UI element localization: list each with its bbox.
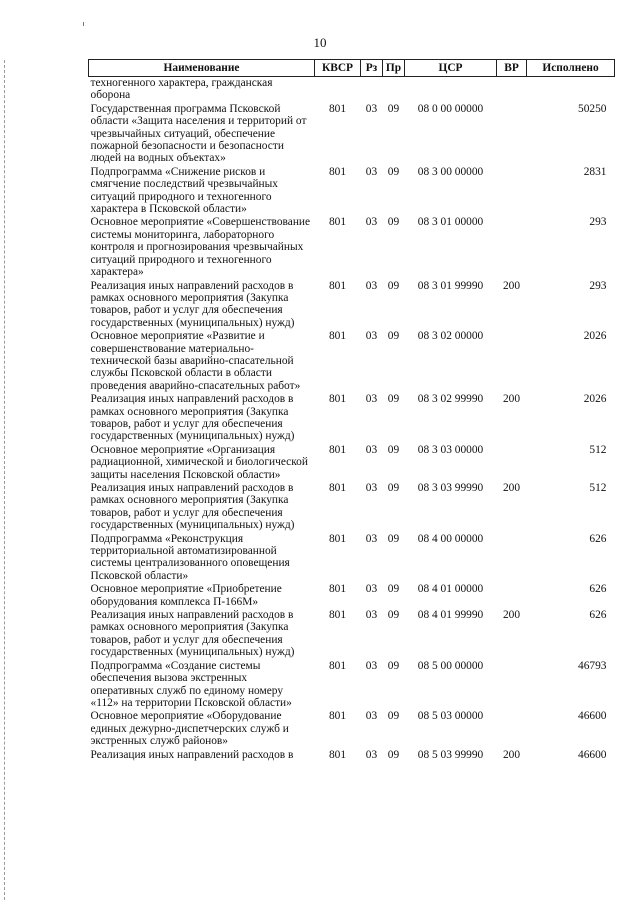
- header-name: Наименование: [89, 60, 315, 77]
- row-pr: 09: [387, 102, 400, 115]
- page-number: 10: [313, 35, 327, 50]
- row-kvsr: 801: [328, 659, 347, 672]
- row-pr: 09: [387, 393, 400, 406]
- row-rz: 03: [365, 583, 378, 596]
- table-row: [89, 280, 615, 331]
- row-name: Основное мероприятие «Организация радиационной, химической и биологической защиты населения Псковской области»: [90, 443, 308, 481]
- table-row: [89, 482, 615, 533]
- budget-table: [88, 59, 615, 762]
- row-name: Реализация иных направлений расходов в: [90, 748, 294, 761]
- row-rz: 03: [365, 216, 378, 229]
- row-pr: 09: [387, 330, 400, 343]
- row-kvsr: 801: [328, 609, 347, 622]
- table-row: [89, 444, 615, 482]
- header-vr: ВР: [497, 60, 527, 77]
- row-pr: 09: [387, 748, 400, 761]
- row-csr: 08 5 03 00000: [417, 710, 484, 723]
- row-pr: 09: [387, 710, 400, 723]
- row-kvsr: 801: [328, 710, 347, 723]
- table-row: [89, 330, 615, 393]
- row-pr: 09: [387, 609, 400, 622]
- row-name: Реализация иных направлений расходов в рамках основного мероприятия (Закупка товаров, работ и услуг для обеспечения государственных (муниципальных) нужд): [90, 279, 295, 329]
- row-rz: 03: [365, 279, 378, 292]
- row-executed: 50250: [578, 102, 607, 115]
- row-name: Основное мероприятие «Приобретение оборудования комплекса П-166М»: [90, 583, 282, 608]
- row-rz: 03: [365, 748, 378, 761]
- row-rz: 03: [365, 609, 378, 622]
- row-csr: 08 3 03 00000: [417, 443, 484, 456]
- row-csr: 08 3 00 00000: [417, 165, 484, 178]
- row-kvsr: 801: [328, 583, 347, 596]
- row-name: Государственная программа Псковской области «Защита населения и территорий от чрезвычайных ситуаций, обеспечение пожарной безопасности и безопасности людей на водных объектах»: [90, 102, 307, 165]
- row-vr: [497, 166, 527, 217]
- row-kvsr: 801: [328, 393, 347, 406]
- table-row: [89, 660, 615, 711]
- row-pr: 09: [387, 443, 400, 456]
- table-row: [89, 103, 615, 166]
- left-margin-rule: [4, 60, 5, 900]
- row-executed: 46600: [578, 710, 607, 723]
- row-executed: 46600: [578, 748, 607, 761]
- row-vr: 200: [502, 609, 521, 622]
- header-pr: Пр: [383, 60, 405, 77]
- row-kvsr: 801: [328, 216, 347, 229]
- row-executed: 46793: [578, 659, 607, 672]
- row-vr: [497, 583, 527, 609]
- scan-mark: [83, 22, 84, 26]
- row-vr: 200: [502, 393, 521, 406]
- row-kvsr: 801: [328, 748, 347, 761]
- table-row: [89, 710, 615, 748]
- row-executed: 293: [589, 216, 607, 229]
- row-csr: 08 3 01 00000: [417, 216, 484, 229]
- row-rz: 03: [365, 659, 378, 672]
- row-rz: 03: [365, 393, 378, 406]
- row-executed: 512: [589, 482, 607, 494]
- row-executed: 626: [589, 609, 607, 622]
- continuation-row: [89, 77, 615, 103]
- table-row: [89, 216, 615, 279]
- row-csr: 08 0 00 00000: [417, 102, 484, 115]
- row-executed: 2026: [583, 393, 607, 406]
- row-name: Реализация иных направлений расходов в рамках основного мероприятия (Закупка товаров, работ и услуг для обеспечения государственных (муниципальных) нужд): [90, 393, 295, 443]
- table-row: [89, 166, 615, 217]
- row-pr: 09: [387, 482, 400, 494]
- header-executed: Исполнено: [527, 60, 615, 77]
- table-row: [89, 533, 615, 584]
- row-vr: [497, 444, 527, 482]
- row-rz: 03: [365, 532, 378, 545]
- row-name: Основное мероприятие «Совершенствование системы мониторинга, лабораторного контроля и прогнозирования чрезвычайных ситуаций природного и техногенного характера»: [90, 216, 311, 279]
- row-pr: 09: [387, 583, 400, 596]
- row-pr: 09: [387, 532, 400, 545]
- row-rz: 03: [365, 102, 378, 115]
- row-name: Основное мероприятие «Развитие и совершенствование материально-технической базы аварийно-спасательной службы Псковской области в области проведения аварийно-спасательных работ»: [90, 330, 301, 392]
- row-csr: 08 3 02 00000: [417, 330, 484, 343]
- table-row: [89, 609, 615, 660]
- row-name: Основное мероприятие «Оборудование единых дежурно-диспетчерских служб и экстренных служб районов»: [90, 710, 289, 748]
- row-rz: 03: [365, 165, 378, 178]
- row-vr: 200: [502, 482, 521, 494]
- row-name: Реализация иных направлений расходов в рамках основного мероприятия (Закупка товаров, работ и услуг для обеспечения государственных (муниципальных) нужд): [90, 482, 295, 532]
- row-kvsr: 801: [328, 165, 347, 178]
- row-csr: 08 5 00 00000: [417, 659, 484, 672]
- header-csr: ЦСР: [405, 60, 497, 77]
- row-kvsr: 801: [328, 532, 347, 545]
- row-kvsr: 801: [328, 102, 347, 115]
- row-name: техногенного характера, гражданская оборона: [90, 77, 273, 102]
- row-executed: 293: [589, 279, 607, 292]
- row-rz: 03: [365, 710, 378, 723]
- table-header-row: [89, 60, 615, 77]
- row-csr: 08 3 03 99990: [417, 482, 484, 494]
- row-vr: [497, 330, 527, 393]
- row-vr: [497, 660, 527, 711]
- row-vr: 200: [502, 279, 521, 292]
- row-name: Подпрограмма «Реконструкция территориальной автоматизированной системы централизованного оповещения Псковской области»: [90, 532, 290, 582]
- header-rz: Рз: [361, 60, 383, 77]
- row-name: Подпрограмма «Снижение рисков и смягчение последствий чрезвычайных ситуаций природного и техногенного характера в Псковской области»: [90, 165, 278, 216]
- table-row: [89, 393, 615, 444]
- row-name: Подпрограмма «Создание системы обеспечения вызова экстренных оперативных служб по единому номеру «112» на территории Псковской области»: [90, 659, 292, 709]
- row-vr: [497, 103, 527, 166]
- row-name: Реализация иных направлений расходов в рамках основного мероприятия (Закупка товаров, работ и услуг для обеспечения государственных (муниципальных) нужд): [90, 609, 295, 659]
- row-executed: 2026: [583, 330, 607, 343]
- row-pr: 09: [387, 279, 400, 292]
- table-row: [89, 749, 615, 762]
- row-kvsr: 801: [328, 482, 347, 494]
- row-pr: 09: [387, 659, 400, 672]
- row-vr: 200: [502, 748, 521, 761]
- row-csr: 08 4 00 00000: [417, 532, 484, 545]
- row-kvsr: 801: [328, 279, 347, 292]
- row-executed: 626: [589, 532, 607, 545]
- row-rz: 03: [365, 482, 378, 494]
- row-rz: 03: [365, 443, 378, 456]
- row-executed: 626: [589, 583, 607, 596]
- row-executed: 512: [589, 443, 607, 456]
- row-csr: 08 5 03 99990: [417, 748, 484, 761]
- row-pr: 09: [387, 165, 400, 178]
- row-csr: 08 3 01 99990: [417, 279, 484, 292]
- row-pr: 09: [387, 216, 400, 229]
- row-kvsr: 801: [328, 443, 347, 456]
- row-executed: 2831: [583, 165, 607, 178]
- row-rz: 03: [365, 330, 378, 343]
- row-kvsr: 801: [328, 330, 347, 343]
- row-csr: 08 4 01 99990: [417, 609, 484, 622]
- row-vr: [497, 216, 527, 279]
- row-vr: [497, 710, 527, 748]
- row-csr: 08 4 01 00000: [417, 583, 484, 596]
- table-row: [89, 583, 615, 609]
- row-csr: 08 3 02 99990: [417, 393, 484, 406]
- header-kvsr: КВСР: [315, 60, 361, 77]
- row-vr: [497, 533, 527, 584]
